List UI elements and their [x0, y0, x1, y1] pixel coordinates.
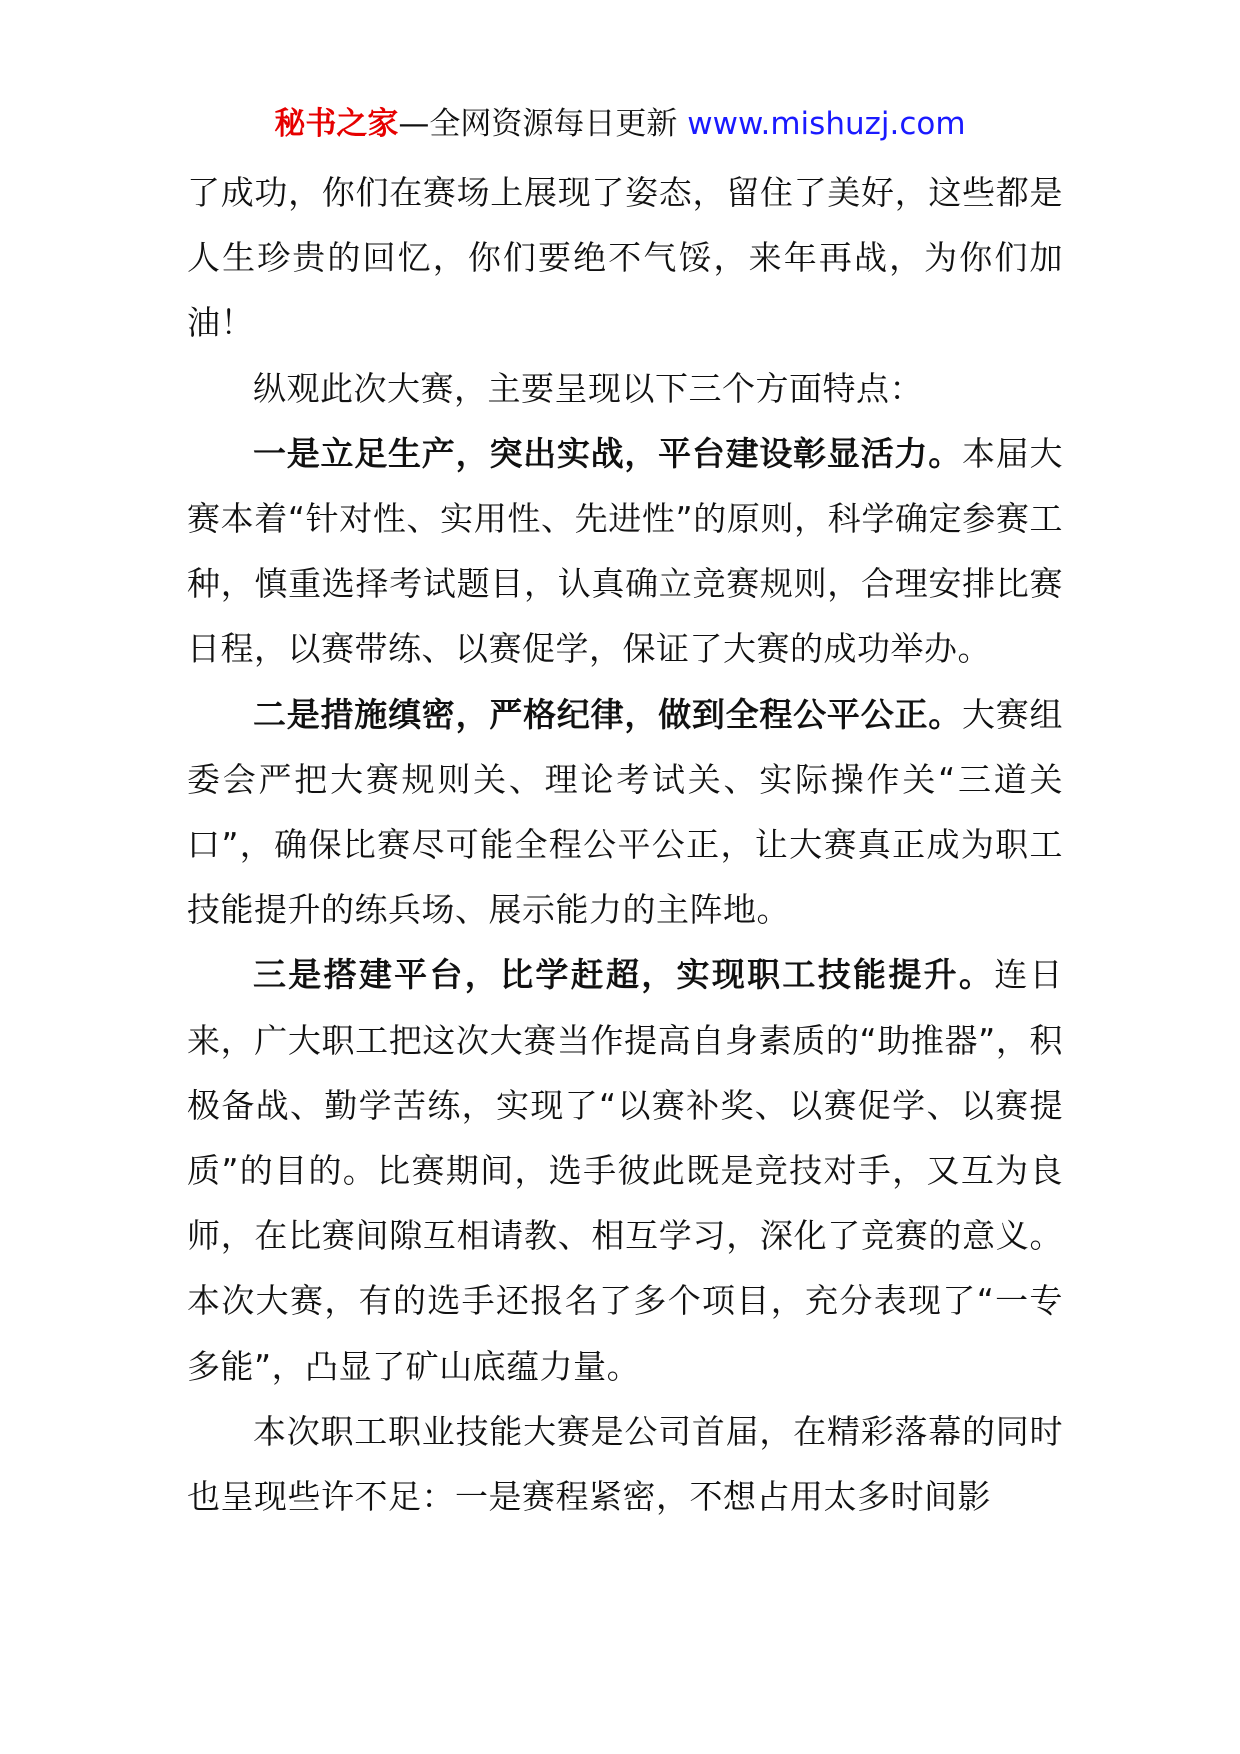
paragraph-continuation: 了成功，你们在赛场上展现了姿态，留住了美好，这些都是人生珍贵的回忆，你们要绝不气馁，来年再战，为你们加油！	[187, 173, 1063, 343]
brand-name: 秘书之家	[274, 106, 399, 142]
point-one-heading: 一是立足生产，突出实战，平台建设彰显活力。	[253, 433, 962, 473]
point-one-body: 本届大赛本着“针对性、实用性、先进性”的原则，科学确定参赛工种，慎重选择考试题目，认真确立竞赛规则，合理安排比赛日程，以赛带练、以赛促学，保证了大赛的成功举办。	[187, 433, 1064, 669]
document-body	[187, 160, 1063, 1529]
paragraph-overview: 纵观此次大赛，主要呈现以下三个方面特点：	[253, 368, 923, 408]
paragraph-shortcomings: 本次职工职业技能大赛是公司首届，在精彩落幕的同时也呈现些许不足：一是赛程紧密，不想占用太多时间影	[187, 1411, 1063, 1517]
point-three-body: 连日来，广大职工把这次大赛当作提高自身素质的“助推器”，积极备战、勤学苦练，实现了“以赛补奖、以赛促学、以赛提质”的目的。比赛期间，选手彼此既是竞技对手，又互为良师，在比赛间隙互相请教、相互学习，深化了竞赛的意义。本次大赛，有的选手还报名了多个项目，充分表现了“一专多能”，凸显了矿山底蕴力量。	[187, 955, 1064, 1386]
paragraph-point-three	[187, 942, 1063, 1398]
page-header	[0, 104, 1240, 144]
header-tagline: —全网资源每日更新	[398, 106, 688, 142]
paragraph-point-two	[187, 682, 1063, 943]
site-url-link[interactable]: www.mishuzj.com	[687, 106, 966, 142]
point-three-heading: 三是搭建平台，比学赶超，实现职工技能提升。	[253, 955, 995, 995]
paragraph-point-one	[187, 421, 1063, 682]
point-two-body: 大赛组委会严把大赛规则关、理论考试关、实际操作关“三道关口”，确保比赛尽可能全程公平公正，让大赛真正成为职工技能提升的练兵场、展示能力的主阵地。	[187, 694, 1064, 930]
point-two-heading: 二是措施缜密，严格纪律，做到全程公平公正。	[253, 694, 962, 734]
